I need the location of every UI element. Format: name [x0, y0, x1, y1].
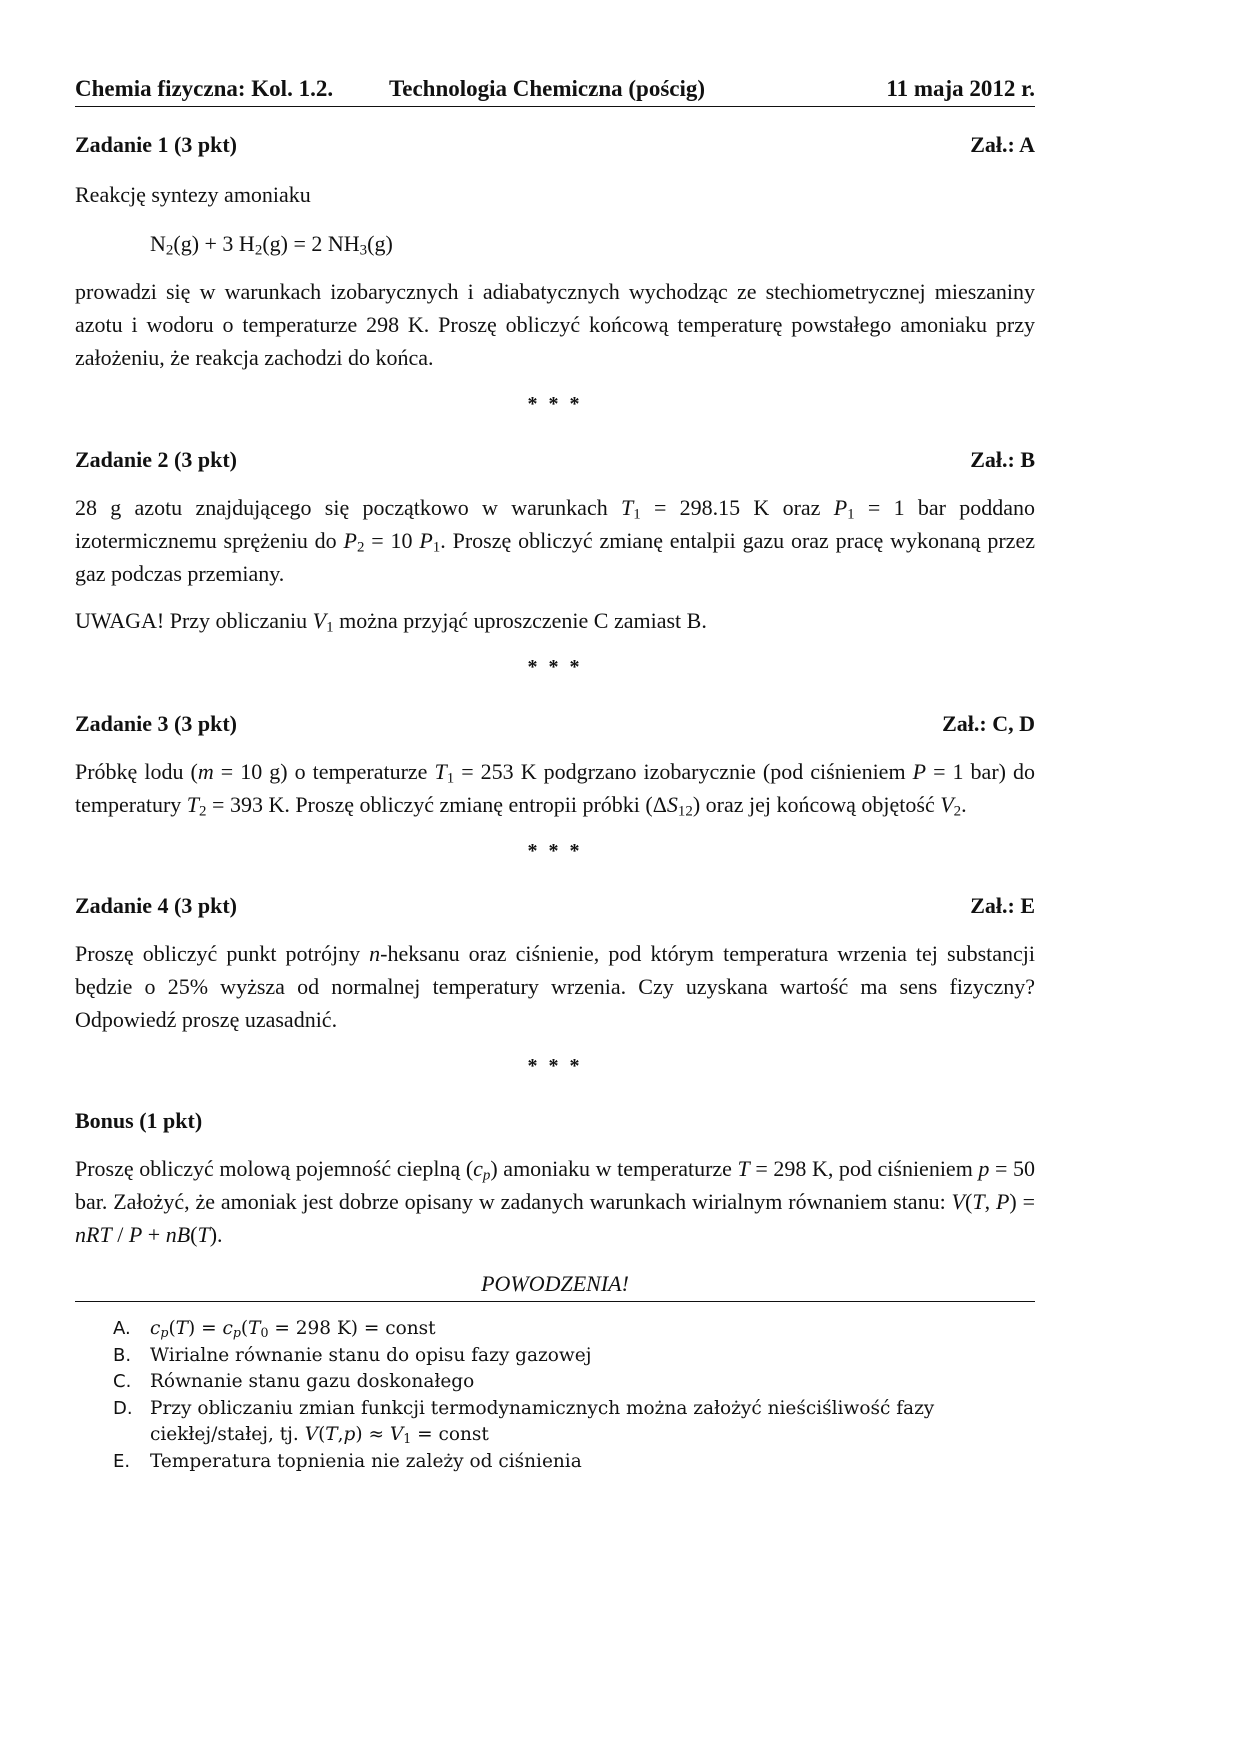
task-2-attachment: Zał.: B	[970, 447, 1035, 472]
separator: * * *	[527, 656, 583, 678]
reaction-equation: $N_2(g) + 3$ $H_2(g) = 2$ $NH_3(g)$	[150, 231, 393, 259]
exam-date: 11 maja 2012 r.	[886, 76, 1035, 101]
task-4-text: Proszę obliczyć punkt potrójny n-heksanu oraz ciśnienie, pod którym temperatura wrzenia tej substancji będzie o 25% wyższa od normalnej temperatury wrzenia. Czy uzyskana wartość ma sens fizyczny? Odpowiedź proszę uzasadnić.	[75, 941, 1035, 1032]
task-4-title: Zadanie 4 (3 pkt)	[75, 893, 237, 918]
bonus-heading	[75, 1106, 1035, 1136]
task-3-heading	[75, 709, 1035, 739]
separator: * * *	[527, 1055, 583, 1077]
page-header	[75, 74, 1035, 107]
course-title: Chemia fizyczna: Kol. 1.2.	[75, 76, 334, 101]
list-item: C. Równanie stanu gazu doskonałego	[113, 1371, 475, 1392]
list-item: E. Temperatura topnienia nie zależy od ciśnienia	[113, 1450, 582, 1472]
bonus-title: Bonus (1 pkt)	[75, 1108, 203, 1133]
bonus-text: Proszę obliczyć molową pojemność cieplną $(c_p)$ amoniaku w temperaturze T = 298 K, pod ciśnieniem p = 50 bar. Założyć, że amoniak jest dobrze opisany w zadanych warunkach wirialnym równaniem stanu: V(T, P) = nRT / P + nB(T).	[75, 1156, 1036, 1247]
task-2-text: 28 g azotu znajdującego się początkowo w warunkach $T_1 = 298.15$ K oraz $P_1 = 1$ bar poddano izotermicznemu sprężeniu do $P_2 = 10$ $P_1$. Proszę obliczyć zmianę entalpii gazu oraz pracę wykonaną przez gaz podczas przemiany.	[75, 495, 1035, 586]
task-2-heading	[75, 445, 1035, 475]
task-3-title: Zadanie 3 (3 pkt)	[75, 711, 237, 736]
task-1-attachment: Zał.: A	[970, 132, 1035, 157]
task-3-text: Próbkę lodu (m = 10 g) o temperaturze $T_1 = 253$ K podgrzano izobarycznie (pod ciśnieniem P = 1 bar) do temperatury $T_2 = 393$ K. Proszę obliczyć zmianę entropii próbki $(\Delta S_{12})$ oraz jej końcową objętość $V_2$.	[75, 759, 1035, 820]
task-4-attachment: Zał.: E	[970, 893, 1035, 918]
task-1-text: prowadzi się w warunkach izobarycznych i adiabatycznych wychodząc ze stechiometrycznej mieszaniny azotu i wodoru o temperaturze 298 K. Proszę obliczyć końcową temperaturę powstałego amoniaku przy założeniu, że reakcja zachodzi do końca.	[75, 279, 1035, 370]
task-1-heading	[75, 130, 1035, 160]
program-title: Technologia Chemiczna (pościg)	[389, 76, 706, 101]
separator: * * *	[527, 840, 583, 862]
list-item: A. $c_p(T) = c_p(T_0 = 298$ K) = const	[113, 1318, 436, 1341]
separator: * * *	[527, 393, 583, 415]
task-2-title: Zadanie 2 (3 pkt)	[75, 447, 237, 472]
list-item: B. Wirialne równanie stanu do opisu fazy gazowej	[113, 1344, 592, 1366]
list-item: D. Przy obliczaniu zmian funkcji termodynamicznych można założyć nieściśliwość fazy ciekłej/stałej, tj. $V(T,p) \approx V_1$ = const	[113, 1397, 935, 1447]
assumptions-list	[75, 1316, 1035, 1475]
task-1-title: Zadanie 1 (3 pkt)	[75, 132, 237, 157]
task-2-note: UWAGA! Przy obliczaniu $V_1$ można przyjąć uproszczenie C zamiast B.	[75, 608, 707, 636]
task-1-intro: Reakcję syntezy amoniaku	[75, 182, 311, 207]
exam-content	[75, 130, 1035, 1475]
task-4-heading	[75, 891, 1035, 921]
task-3-attachment: Zał.: C, D	[942, 711, 1035, 736]
good-luck-footer: POWODZENIA!	[75, 1269, 1035, 1302]
